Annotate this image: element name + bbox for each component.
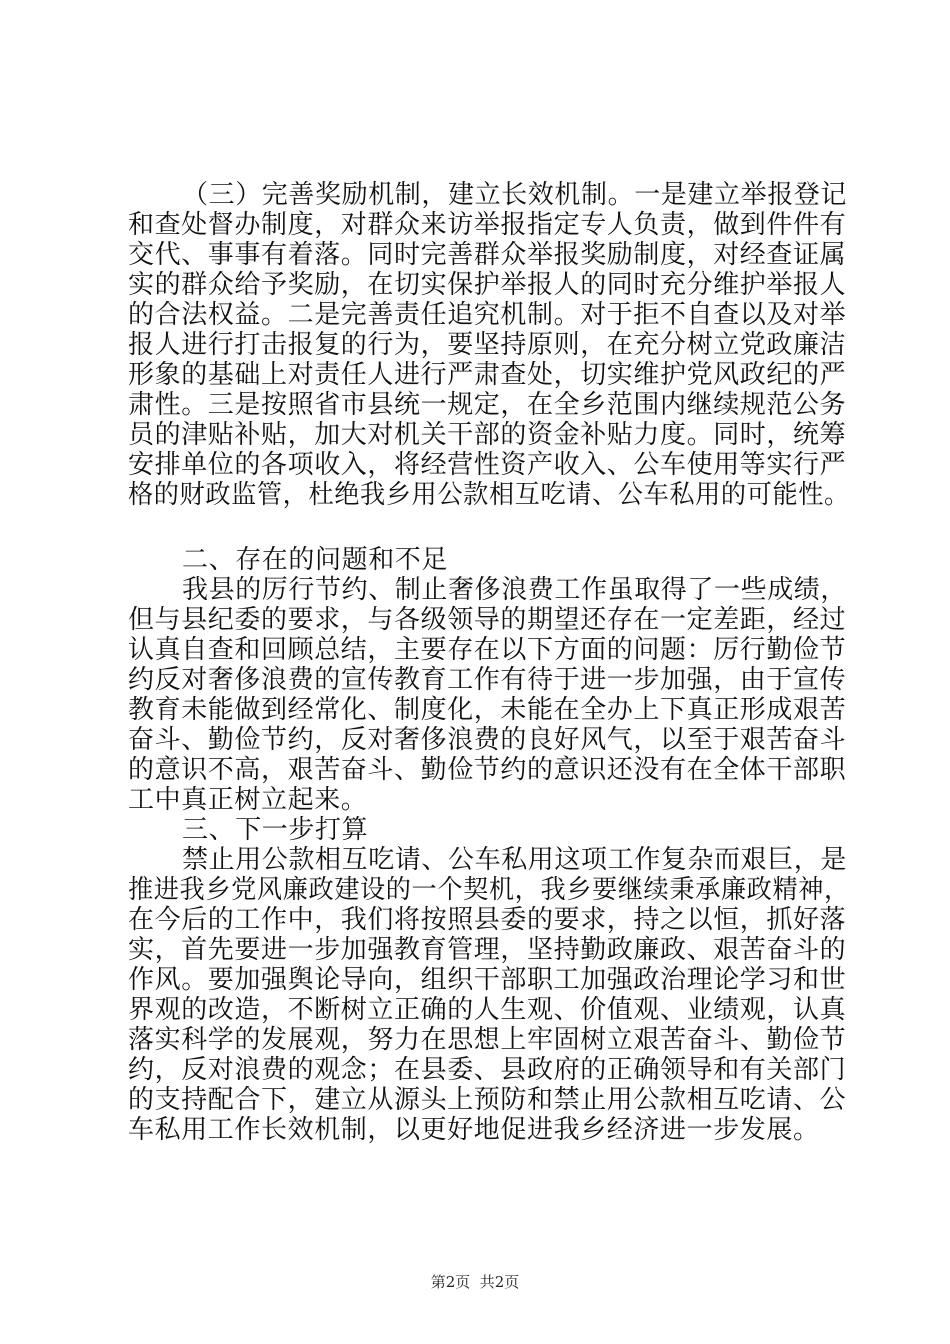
text-line: 在今后的工作中，我们将按照县委的要求，持之以恒，抓好落: [128, 905, 847, 935]
text-line: 的意识不高，艰苦奋斗、勤俭节约的意识还没有在全体干部职: [128, 755, 847, 785]
text-line: 推进我乡党风廉政建设的一个契机，我乡要继续秉承廉政精神，: [128, 875, 850, 905]
text-line: 肃性。三是按照省市县统一规定，在全乡范围内继续规范公务: [128, 390, 847, 420]
section-heading: 二、存在的问题和不足: [182, 545, 449, 575]
text-line: （三）完善奖励机制，建立长效机制。一是建立举报登记: [182, 180, 848, 210]
text-line: 的支持配合下，建立从源头上预防和禁止用公款相互吃请、公: [128, 1085, 847, 1115]
text-line: 格的财政监管，杜绝我乡用公款相互吃请、公车私用的可能性。: [128, 480, 850, 510]
text-line: 工中真正树立起来。: [128, 785, 368, 815]
text-line: 的合法权益。二是完善责任追究机制。对于拒不自查以及对举: [128, 300, 847, 330]
text-line: 实的群众给予奖励，在切实保护举报人的同时充分维护举报人: [128, 270, 847, 300]
text-line: 约，反对浪费的观念；在县委、县政府的正确领导和有关部门: [128, 1055, 847, 1085]
text-line: 认真自查和回顾总结，主要存在以下方面的问题：厉行勤俭节: [128, 635, 847, 665]
text-line: 车私用工作长效机制，以更好地促进我乡经济进一步发展。: [128, 1115, 820, 1145]
text-line: 交代、事事有着落。同时完善群众举报奖励制度，对经查证属: [128, 240, 847, 270]
text-line: 但与县纪委的要求，与各级领导的期望还存在一定差距，经过: [128, 605, 847, 635]
page-footer: [0, 1272, 950, 1292]
text-line: 形象的基础上对责任人进行严肃查处，切实维护党风政纪的严: [128, 360, 847, 390]
text-line: 报人进行打击报复的行为，要坚持原则，在充分树立党政廉洁: [128, 330, 847, 360]
text-line: 作风。要加强舆论导向，组织干部职工加强政治理论学习和世: [128, 965, 847, 995]
text-line: 禁止用公款相互吃请、公车私用这项工作复杂而艰巨，是: [182, 845, 848, 875]
section-heading: 三、下一步打算: [182, 815, 369, 845]
page-number-label: 第2页 共2页: [430, 1273, 520, 1291]
text-line: 员的津贴补贴，加大对机关干部的资金补贴力度。同时，统筹: [128, 420, 847, 450]
text-line: 安排单位的各项收入，将经营性资产收入、公车使用等实行严: [128, 450, 847, 480]
text-line: 实，首先要进一步加强教育管理，坚持勤政廉政、艰苦奋斗的: [128, 935, 847, 965]
text-line: 落实科学的发展观，努力在思想上牢固树立艰苦奋斗、勤俭节: [128, 1025, 847, 1055]
text-line: 教育未能做到经常化、制度化，未能在全办上下真正形成艰苦: [128, 695, 847, 725]
text-line: 奋斗、勤俭节约，反对奢侈浪费的良好风气，以至于艰苦奋斗: [128, 725, 847, 755]
text-line: 和查处督办制度，对群众来访举报指定专人负责，做到件件有: [128, 210, 847, 240]
text-line: 约反对奢侈浪费的宣传教育工作有待于进一步加强，由于宣传: [128, 665, 847, 695]
text-line: 我县的厉行节约、制止奢侈浪费工作虽取得了一些成绩，: [182, 575, 848, 605]
text-line: 界观的改造，不断树立正确的人生观、价值观、业绩观，认真: [128, 995, 847, 1025]
